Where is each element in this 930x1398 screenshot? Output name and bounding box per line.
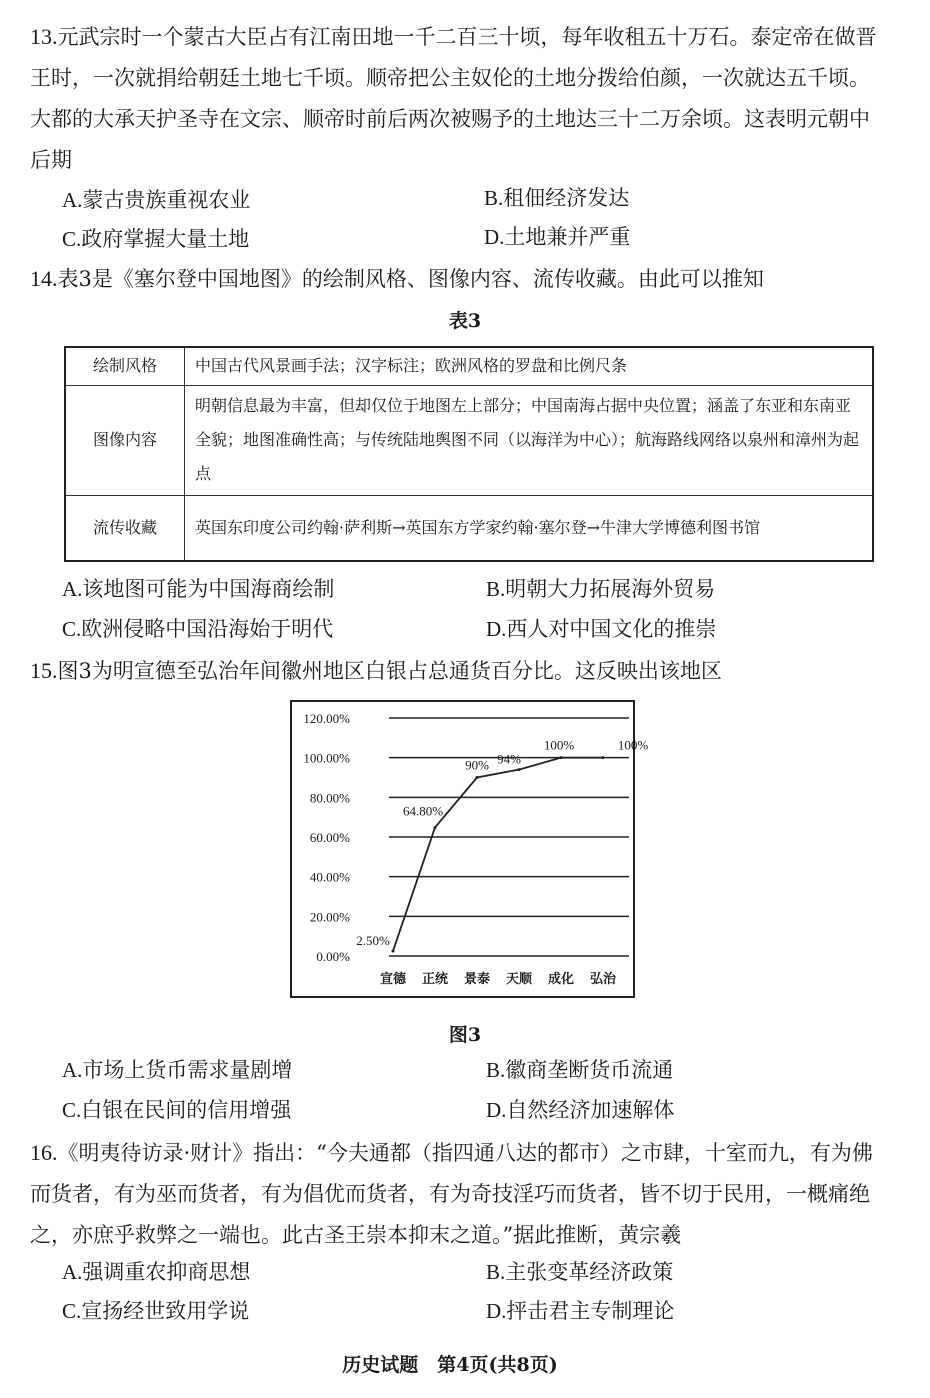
question-14-number: 14. xyxy=(30,266,58,291)
question-16-text: 《明夷待访录·财计》指出：“今夫通都（指四通八达的都市）之市肆，十室而九，有为佛而货者，有为巫而货者，有为倡优而货者，有为奇技淫巧而货者，皆不切于民用，一概痛绝之，亦庶乎救弊之一端也。此古圣王崇本抑末之道。”据此推断，黄宗羲 xyxy=(30,1141,873,1247)
x-tick-label: 成化 xyxy=(547,972,575,987)
y-tick-label: 120.00% xyxy=(303,711,350,726)
table-row-content: 英国东印度公司约翰·萨利斯→英国东方学家约翰·塞尔登→牛津大学博德利图书馆 xyxy=(185,495,874,561)
page-footer: 历史试题 第4页(共8页) xyxy=(342,1354,558,1376)
question-15-number: 15. xyxy=(30,658,58,683)
q14-option-b[interactable]: B.明朝大力拓展海外贸易 xyxy=(486,577,716,601)
x-tick-label: 弘治 xyxy=(589,972,617,987)
question-16-stem xyxy=(30,1132,880,1256)
question-14-text: 表3是《塞尔登中国地图》的绘制风格、图像内容、流传收藏。由此可以推知 xyxy=(57,267,764,291)
q14-option-c[interactable]: C.欧洲侵略中国沿海始于明代 xyxy=(62,617,334,641)
y-tick-label: 100.00% xyxy=(303,750,350,766)
figure-3-chart xyxy=(290,700,649,998)
data-label: 64.80% xyxy=(402,803,444,819)
table-row xyxy=(65,495,873,561)
question-15-stem xyxy=(30,650,880,692)
q16-option-c[interactable]: C.宣扬经世致用学说 xyxy=(62,1299,250,1323)
table-row-content: 中国古代风景画手法；汉字标注；欧洲风格的罗盘和比例尺条 xyxy=(185,347,874,385)
question-15-text: 图3为明宣德至弘治年间徽州地区白银占总通货百分比。这反映出该地区 xyxy=(57,659,722,683)
y-tick-label: 40.00% xyxy=(309,869,350,885)
x-tick-label: 正统 xyxy=(421,972,449,987)
data-point xyxy=(602,756,605,759)
data-point xyxy=(560,756,563,759)
table-3 xyxy=(64,346,874,562)
data-point xyxy=(518,768,521,771)
y-tick-label: 60.00% xyxy=(309,830,350,845)
data-label: 90% xyxy=(465,757,489,773)
x-tick-label: 天顺 xyxy=(505,972,533,987)
question-13-text: 元武宗时一个蒙古大臣占有江南田地一千二百三十顷，每年收租五十万石。泰定帝在做晋王时，一次就捐给朝廷土地七千顷。顺帝把公主奴伦的土地分拨给伯颜，一次就达五千顷。大都的大承天护圣寺在文宗、顺帝时前后两次被赐予的土地达三十二万余顷。这表明元朝中后期 xyxy=(30,25,877,172)
table-row-head: 流传收藏 xyxy=(65,495,185,561)
q14-option-d[interactable]: D.西人对中国文化的推崇 xyxy=(486,617,717,641)
data-point xyxy=(476,776,479,779)
q13-option-b[interactable]: B.租佃经济发达 xyxy=(484,186,630,210)
q15-option-a[interactable]: A.市场上货币需求量剧增 xyxy=(62,1058,293,1082)
q13-option-a[interactable]: A.蒙古贵族重视农业 xyxy=(62,188,251,212)
q14-option-a[interactable]: A.该地图可能为中国海商绘制 xyxy=(62,577,335,601)
q15-option-b[interactable]: B.徽商垄断货币流通 xyxy=(486,1058,674,1082)
data-label: 100% xyxy=(543,737,575,753)
data-label: 94% xyxy=(497,751,521,767)
q16-option-d[interactable]: D.抨击君主专制理论 xyxy=(486,1299,675,1323)
q13-option-c[interactable]: C.政府掌握大量土地 xyxy=(62,227,250,251)
y-tick-label: 0.00% xyxy=(316,949,350,964)
table-row-head: 图像内容 xyxy=(65,385,185,495)
line-chart xyxy=(292,702,649,996)
table-3-caption: 表3 xyxy=(448,310,482,332)
data-label: 100% xyxy=(617,737,649,753)
figure-3-caption: 图3 xyxy=(448,1024,482,1046)
data-label: 2.50% xyxy=(356,933,390,949)
table-row-head: 绘制风格 xyxy=(65,347,185,385)
question-13-number: 13. xyxy=(30,24,58,49)
q16-option-a[interactable]: A.强调重农抑商思想 xyxy=(62,1260,251,1284)
x-tick-label: 景泰 xyxy=(463,972,491,987)
x-tick-label: 宣德 xyxy=(379,972,407,987)
question-13-stem xyxy=(30,16,880,181)
q16-option-b[interactable]: B.主张变革经济政策 xyxy=(486,1260,674,1284)
q15-option-d[interactable]: D.自然经济加速解体 xyxy=(486,1098,675,1122)
table-row-content: 明朝信息最为丰富，但却仅位于地图左上部分；中国南海占据中央位置；涵盖了东亚和东南亚全貌；地图准确性高；与传统陆地舆图不同（以海洋为中心）；航海路线网络以泉州和漳州为起点 xyxy=(185,385,874,495)
data-point xyxy=(434,826,437,829)
y-tick-label: 20.00% xyxy=(309,909,350,925)
question-16-number: 16. xyxy=(30,1140,58,1165)
table-row xyxy=(65,385,873,495)
y-tick-label: 80.00% xyxy=(309,790,350,806)
question-14-stem xyxy=(30,258,880,300)
data-point xyxy=(392,950,395,953)
q13-option-d[interactable]: D.土地兼并严重 xyxy=(484,225,631,249)
series-line xyxy=(393,758,603,951)
table-row xyxy=(65,347,873,385)
q15-option-c[interactable]: C.白银在民间的信用增强 xyxy=(62,1098,292,1122)
